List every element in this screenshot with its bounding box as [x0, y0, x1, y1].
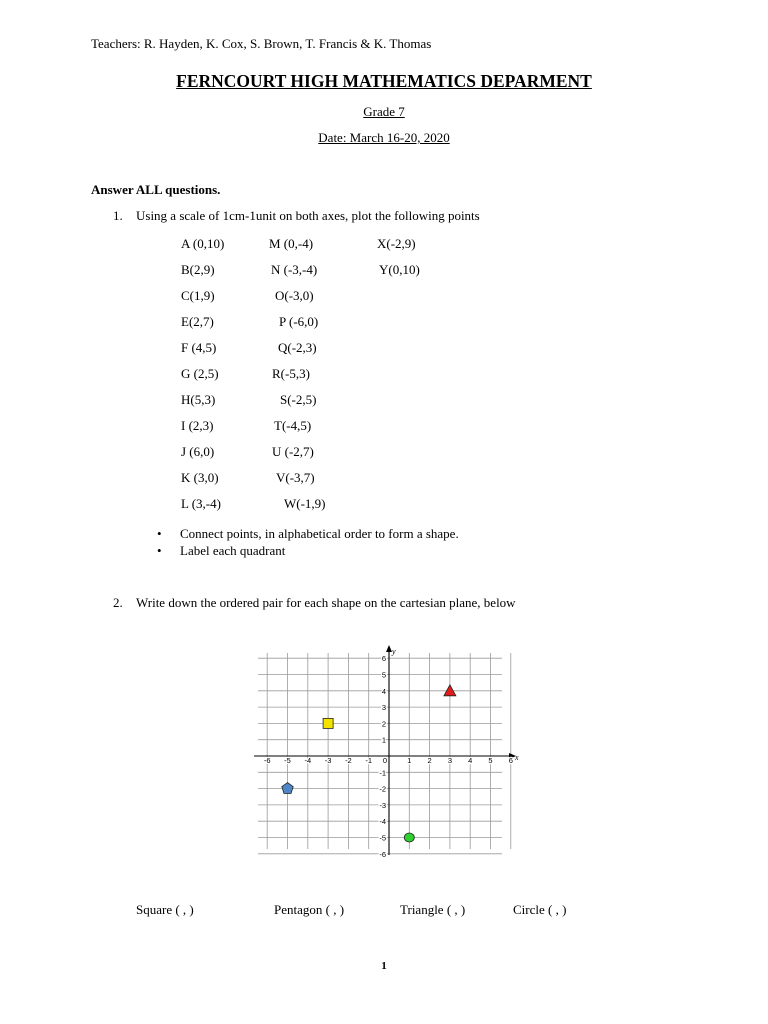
square-shape	[323, 718, 333, 728]
triangle-shape	[444, 685, 456, 696]
x-tick-label: 1	[407, 756, 412, 765]
y-tick-label: 5	[381, 670, 386, 680]
question-2	[113, 595, 516, 611]
point-item: K (3,0)	[181, 470, 219, 485]
point-item: G (2,5)	[181, 366, 219, 381]
x-tick-label: -1	[365, 756, 373, 765]
point-item: F (4,5)	[181, 340, 217, 355]
y-tick-label: -3	[379, 800, 386, 810]
point-item: J (6,0)	[181, 444, 215, 459]
date-label: Date: March 16-20, 2020	[318, 130, 450, 145]
y-tick-label: 3	[381, 703, 386, 713]
grade-label: Grade 7	[363, 104, 405, 119]
answer-square: Square ( , )	[136, 902, 194, 917]
y-tick-label: 6	[381, 654, 386, 664]
point-item: U (-2,7)	[272, 444, 314, 459]
question-1-text: Using a scale of 1cm-1unit on both axes, plot the following points	[136, 208, 480, 223]
bullet-icon: •	[157, 526, 162, 541]
point-item: W(-1,9)	[284, 496, 326, 511]
x-tick-label: 4	[468, 756, 473, 765]
x-tick-label: -2	[345, 756, 352, 765]
point-item: C(1,9)	[181, 288, 215, 303]
y-tick-label: 2	[381, 719, 386, 729]
y-tick-label: 1	[381, 735, 386, 745]
bullet-icon: •	[157, 543, 162, 558]
point-item: M (0,-4)	[269, 236, 314, 251]
point-item: X(-2,9)	[377, 236, 416, 251]
x-tick-label: 0	[382, 756, 388, 765]
pentagon-shape	[282, 783, 293, 794]
point-item: E(2,7)	[181, 314, 214, 329]
cartesian-plane	[248, 643, 528, 858]
point-item: T(-4,5)	[274, 418, 312, 433]
point-item: S(-2,5)	[280, 392, 317, 407]
point-item: O(-3,0)	[275, 288, 314, 303]
x-tick-label: -3	[324, 756, 332, 765]
point-item: I (2,3)	[181, 418, 214, 433]
x-tick-label: 6	[508, 756, 513, 765]
point-item: H(5,3)	[181, 392, 216, 407]
teachers-header: Teachers: R. Hayden, K. Cox, S. Brown, T. Francis & K. Thomas	[91, 36, 432, 51]
y-tick-label: -2	[379, 784, 386, 794]
y-tick-label: -6	[379, 849, 386, 858]
x-tick-label: 3	[447, 756, 452, 765]
answer-pentagon: Pentagon ( , )	[274, 902, 345, 917]
y-tick-label: -1	[379, 768, 386, 778]
point-item: N (-3,-4)	[271, 262, 318, 277]
x-tick-label: -6	[263, 756, 271, 765]
point-item: Q(-2,3)	[278, 340, 317, 355]
page-number: 1	[381, 960, 387, 972]
y-tick-label: -4	[379, 817, 386, 827]
point-item: R(-5,3)	[272, 366, 310, 381]
instruction-bullets	[157, 525, 459, 559]
point-item: P (-6,0)	[279, 314, 319, 329]
bullet-item: • Label each quadrant	[157, 543, 286, 558]
circle-shape	[404, 833, 414, 842]
question-2-text: Write down the ordered pair for each shape on the cartesian plane, below	[136, 595, 516, 610]
x-tick-label: -4	[304, 756, 312, 765]
question-1	[113, 208, 480, 224]
x-axis-label: x	[515, 753, 519, 762]
x-tick-label: 5	[488, 756, 493, 765]
x-tick-label: 2	[427, 756, 432, 765]
y-tick-label: -5	[379, 833, 386, 843]
point-item: B(2,9)	[181, 262, 215, 277]
point-item: Y(0,10)	[379, 262, 420, 277]
page-title: FERNCOURT HIGH MATHEMATICS DEPARMENT	[176, 71, 592, 91]
instruction: Answer ALL questions.	[91, 182, 221, 197]
point-item: L (3,-4)	[181, 496, 221, 511]
point-item: V(-3,7)	[276, 470, 315, 485]
y-axis-label: y	[392, 647, 396, 656]
answer-circle: Circle ( , )	[513, 902, 567, 917]
question-2-number: 2.	[113, 595, 123, 610]
y-tick-label: 4	[381, 686, 386, 696]
x-tick-label: -5	[284, 756, 291, 765]
question-1-number: 1.	[113, 208, 123, 223]
point-item: A (0,10)	[181, 236, 225, 251]
answer-triangle: Triangle ( , )	[400, 902, 466, 917]
bullet-item: • Connect points, in alphabetical order to form a shape.	[157, 526, 459, 541]
